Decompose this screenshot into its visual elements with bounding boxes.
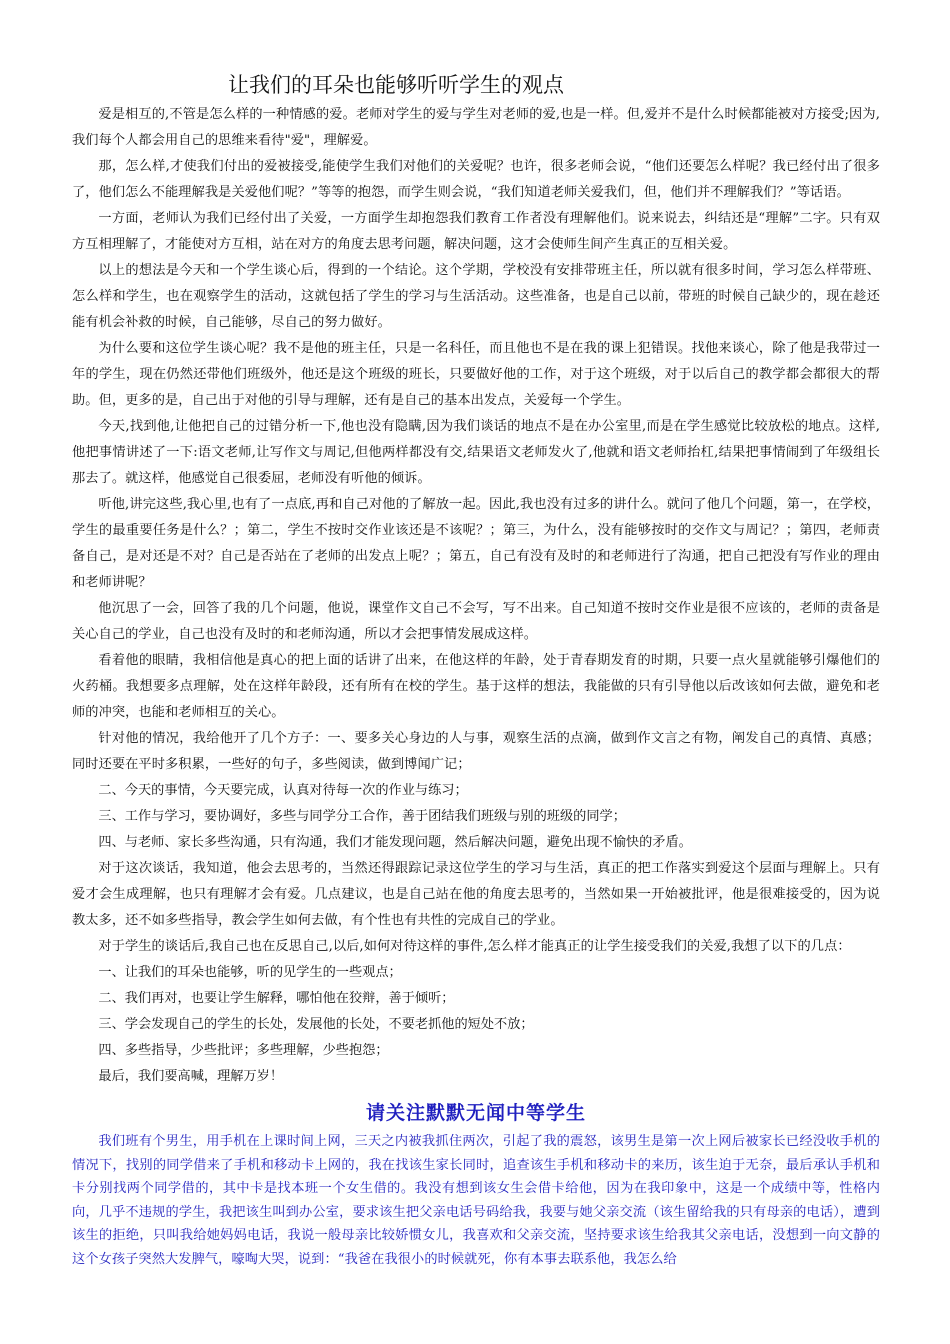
- paragraph: 我们班有个男生，用手机在上课时间上网，三天之内被我抓住两次，引起了我的震怒，该男生是第一次上网后被家长已经没收手机的情况下，找别的同学借来了手机和移动卡上网的，我在找该生家长同时，追查该生手机和移动卡的来历，该生迫于无奈，最后承认手机和卡分别找两个同学借的，其中卡是找本班一个女生借的。我没有想到该女生会借卡给他，因为在我印象中，这是一个成绩中等，性格内向，几乎不违规的学生，我把该生叫到办公室，要求该生把父亲电话号码给我，我要与她父亲交流（该生留给我的只有母亲的电话），遭到该生的拒绝，只叫我给她妈妈电话，我说一般母亲比较娇惯女儿，我喜欢和父亲交流，坚持要求该生给我其父亲电话，没想到一向文静的这个女孩子突然大发脾气，嚎啕大哭，说到：“我爸在我很小的时候就死，你有本事去联系他，我怎么给: [72, 1134, 880, 1267]
- section-title: 请关注默默无闻中等学生: [365, 1102, 586, 1124]
- list-item: 一、让我们的耳朵也能够，听的见学生的一些观点；: [98, 965, 402, 980]
- article-title: 让我们的耳朵也能够听听学生的观点: [228, 73, 564, 97]
- paragraph: 为什么要和这位学生谈心呢？我不是他的班主任，只是一名科任，而且他也不是在我的课上犯错误。找他来谈心，除了他是我带过一年的学生，现在仍然还带他们班级外，他还是这个班级的班长，只要做好他的工作，对于这个班级，对于以后自己的教学都会都很大的帮助。但，更多的是，自己出于对他的引导与理解，还有是自己的基本出发点，关爱每一个学生。: [72, 341, 880, 408]
- paragraph: 对于学生的谈话后,我自己也在反思自己,以后,如何对待这样的事件,怎么样才能真正的让学生接受我们的关爱,我想了以下的几点：: [98, 939, 851, 954]
- paragraph: 听他,讲完这些,我心里,也有了一点底,再和自己对他的了解放一起。因此,我也没有过多的讲什么。就问了他几个问题，第一，在学校，学生的最重要任务是什么？；第二，学生不按时交作业该还是不该呢？；第三，为什么，没有能够按时的交作文与周记？；第四，老师责备自己，是对还是不对？自己是否站在了老师的出发点上呢？；第五，自己有没有及时的和老师进行了沟通，把自己把没有写作业的理由和老师讲呢？: [72, 497, 880, 590]
- list-item: 最后，我们要高喊，理解万岁！: [98, 1069, 284, 1084]
- paragraph: 那，怎么样,才使我们付出的爱被接受,能使学生我们对他们的关爱呢？也许，很多老师会说，“他们还要怎么样呢？我已经付出了很多了，他们怎么不能理解我是关爱他们呢？”等等的抱怨，而学生则会说，“我们知道老师关爱我们，但，他们并不理解我们？”等话语。: [72, 159, 880, 200]
- list-item: 四、多些指导，少些批评；多些理解，少些抱怨；: [98, 1043, 389, 1058]
- paragraph: 对于这次谈话，我知道，他会去思考的，当然还得跟踪记录这位学生的学习与生活，真正的把工作落实到爱这个层面与理解上。只有爱才会生成理解，也只有理解才会有爱。几点建议，也是自己站在他的角度去思考的，当然如果一开始被批评，他是很难接受的，因为说教太多，还不如多些指导，教会学生如何去做，有个性也有共性的完成自己的学业。: [72, 861, 880, 928]
- document-page: [72, 68, 880, 1271]
- list-item: 二、我们再对，也要让学生解释，哪怕他在狡辩，善于倾听；: [98, 991, 455, 1006]
- paragraph: 针对他的情况，我给他开了几个方子：一、要多关心身边的人与事，观察生活的点滴，做到作文言之有物，阐发自己的真情、真感；同时还要在平时多积累，一些好的句子，多些阅读，做到博闻广记；: [72, 731, 880, 772]
- paragraph: 一方面，老师认为我们已经付出了关爱，一方面学生却抱怨我们教育工作者没有理解他们。说来说去，纠结还是“理解”二字。只有双方互相理解了，才能使对方互相，站在对方的角度去思考问题，解决问题，这才会使师生间产生真正的互相关爱。: [72, 211, 880, 252]
- list-item: 四、与老师、家长多些沟通，只有沟通，我们才能发现问题，然后解决问题，避免出现不愉快的矛盾。: [98, 835, 692, 850]
- list-item: 三、学会发现自己的学生的长处，发展他的长处，不要老抓他的短处不放；: [98, 1017, 534, 1032]
- paragraph: 看着他的眼睛，我相信他是真心的把上面的话讲了出来，在他这样的年龄，处于青春期发育的时期，只要一点火星就能够引爆他们的火药桶。我想要多点理解，处在这样年龄段，还有所有在校的学生。基于这样的想法，我能做的只有引导他以后改该如何去做，避免和老师的冲突，也能和老师相互的关心。: [72, 653, 880, 720]
- paragraph: 他沉思了一会，回答了我的几个问题，他说，课堂作文自己不会写，写不出来。自己知道不按时交作业是很不应该的，老师的责备是关心自己的学业，自己也没有及时的和老师沟通，所以才会把事情发展成这样。: [72, 601, 880, 642]
- paragraph: 以上的想法是今天和一个学生谈心后，得到的一个结论。这个学期，学校没有安排带班主任，所以就有很多时间，学习怎么样带班、怎么样和学生，也在观察学生的活动，这就包括了学生的学习与生活活动。这些准备，也是自己以前，带班的时候自己缺少的，现在趁还能有机会补救的时候，自己能够，尽自己的努力做好。: [72, 263, 880, 330]
- paragraph: 爱是相互的,不管是怎么样的一种情感的爱。老师对学生的爱与学生对老师的爱,也是一样。但,爱并不是什么时候都能被对方接受;因为,我们每个人都会用自己的思维来看待"爱"，理解爱。: [72, 107, 880, 148]
- list-item: 二、今天的事情，今天要完成，认真对待每一次的作业与练习；: [98, 783, 468, 798]
- list-item: 三、工作与学习，要协调好，多些与同学分工合作，善于团结我们班级与别的班级的同学；: [98, 809, 626, 824]
- paragraph: 今天,找到他,让他把自己的过错分析一下,他也没有隐瞒,因为我们谈话的地点不是在办公室里,而是在学生感觉比较放松的地点。这样,他把事情讲述了一下:语文老师,让写作文与周记,但他两样都没有交,结果语文老师发火了,他就和语文老师抬杠,结果把事情闹到了年级组长那去了。就这样，他感觉自己很委屈，老师没有听他的倾诉。: [72, 419, 880, 486]
